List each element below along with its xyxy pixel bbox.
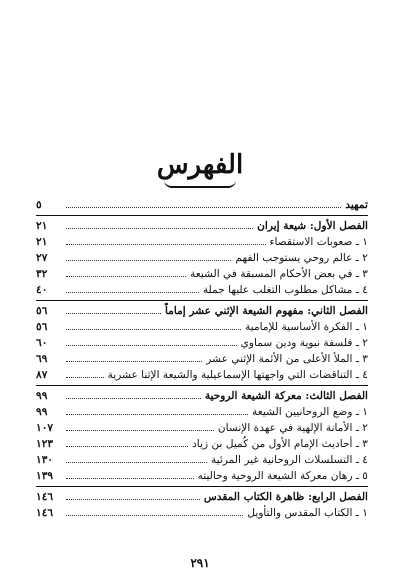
toc-entry-page: ٩٩ [36,390,48,402]
toc-entry-label: ١ ـ صعوبات الاستقصاء [269,236,368,248]
toc-entry-label: ٤ ـ التسلسلات الروحانية غير المرئية [211,454,368,466]
toc-item [36,351,368,367]
toc-entry-page: ٤٠ [36,284,48,296]
leader-dots [66,351,202,362]
toc-item [36,420,368,436]
toc-entry-page: ١٤٦ [36,491,54,503]
toc-entry-page: ٢٧ [36,252,48,264]
toc-item [36,452,368,468]
toc-entry-label: الفصل الرابع: ظاهرة الكتاب المقدس [203,491,368,503]
toc-entry-label: ٢ ـ عالم روحي يستوجب الفهم [235,252,368,264]
leader-dots [66,266,186,277]
toc-entry-page: ١٣٠ [36,454,54,466]
toc-item [36,282,368,298]
toc-entry-label: ٥ ـ رهان معركة الشيعة الروحية وحاليته [197,470,368,482]
toc-item [36,266,368,282]
title-text: الفهرس [156,150,244,180]
toc-entry-label: ٤ ـ مشاكل مطلوب التغلب عليها جملة [202,284,368,296]
toc-item [36,468,368,484]
leader-dots [66,420,214,431]
toc-item [36,404,368,420]
toc-entry-label: ١ ـ وضع الروحانيين الشيعة [252,406,368,418]
toc-entry-page: ٥٦ [36,305,48,317]
leader-dots [66,250,231,261]
chapter-heading [36,388,368,404]
leader-dots [66,319,241,330]
toc-item [36,319,368,335]
toc-item [36,505,368,521]
toc-intro [36,197,368,213]
toc-entry-page: ١٢٣ [36,438,54,450]
leader-dots [66,505,243,516]
toc-entry-label: ١ ـ الكتاب المقدس والتأويل [247,507,368,519]
leader-dots [66,468,194,479]
toc-entry-label: الفصل الثالث: معركة الشيعة الروحية [204,390,368,402]
section-divider [36,215,368,216]
toc-entry-page: ١٣٩ [36,470,54,482]
page-title [0,150,400,188]
table-of-contents [36,197,368,521]
toc-entry-label: الفصل الثاني: مفهوم الشيعة الإثني عشر إماماً [164,305,368,317]
chapter-heading [36,218,368,234]
toc-entry-label: ٤ ـ التناقضات التي واجهتها الإسماعيلية والشيعة الإثنا عشرية [107,369,368,381]
page-number: ٢٩١ [190,556,210,570]
section-divider [36,300,368,301]
toc-entry-label: ٣ ـ في بعض الأحكام المسبقة في الشيعة [190,268,368,280]
toc-item [36,250,368,266]
toc-entry-label: ١ ـ الفكرة الأساسية للإمامية [245,321,368,333]
toc-entry-label: ٢ ـ فلسفة نبوية ودين سماوي [240,337,368,349]
toc-entry-page: ٢١ [36,220,48,232]
section-divider [36,486,368,487]
toc-entry-page: ١٤٦ [36,507,54,519]
toc-entry-page: ٨٧ [36,369,48,381]
toc-entry-label: ٣ ـ أحاديث الإمام الأول من كُميل بن زياد [192,438,368,450]
section-divider [36,385,368,386]
chapter-heading [36,303,368,319]
toc-item [36,436,368,452]
toc-entry-page: ٣٢ [36,268,48,280]
toc-item [36,367,368,383]
leader-dots [66,367,104,378]
toc-entry-label: الفصل الأول: شيعة إيران [257,220,368,232]
toc-item [36,234,368,250]
toc-entry-page: ٦٠ [36,337,48,349]
toc-entry-page: ١٠٧ [36,422,54,434]
leader-dots [66,388,201,399]
leader-dots [66,489,200,500]
title-flourish [164,180,236,188]
leader-dots [66,197,341,208]
toc-entry-label: ٢ ـ الأمانة الإلهية في عهدة الإنسان [217,422,368,434]
toc-entry-page: ٦٩ [36,353,48,365]
leader-dots [66,452,207,463]
toc-entry-page: ٥ [36,199,42,211]
toc-sections [36,215,368,521]
leader-dots [66,335,237,346]
leader-dots [66,436,188,447]
leader-dots [66,218,253,229]
toc-entry-page: ٥٦ [36,321,48,333]
leader-dots [66,234,266,245]
toc-entry-page: ٩٩ [36,406,48,418]
toc-entry-label: تمهيد [345,199,368,211]
leader-dots [66,303,161,314]
toc-entry-label: ٣ ـ الملأ الأعلى من الأئمة الإثني عشر [206,353,368,365]
toc-item [36,335,368,351]
chapter-heading [36,489,368,505]
toc-entry-page: ٢١ [36,236,48,248]
leader-dots [66,282,199,293]
leader-dots [66,404,248,415]
